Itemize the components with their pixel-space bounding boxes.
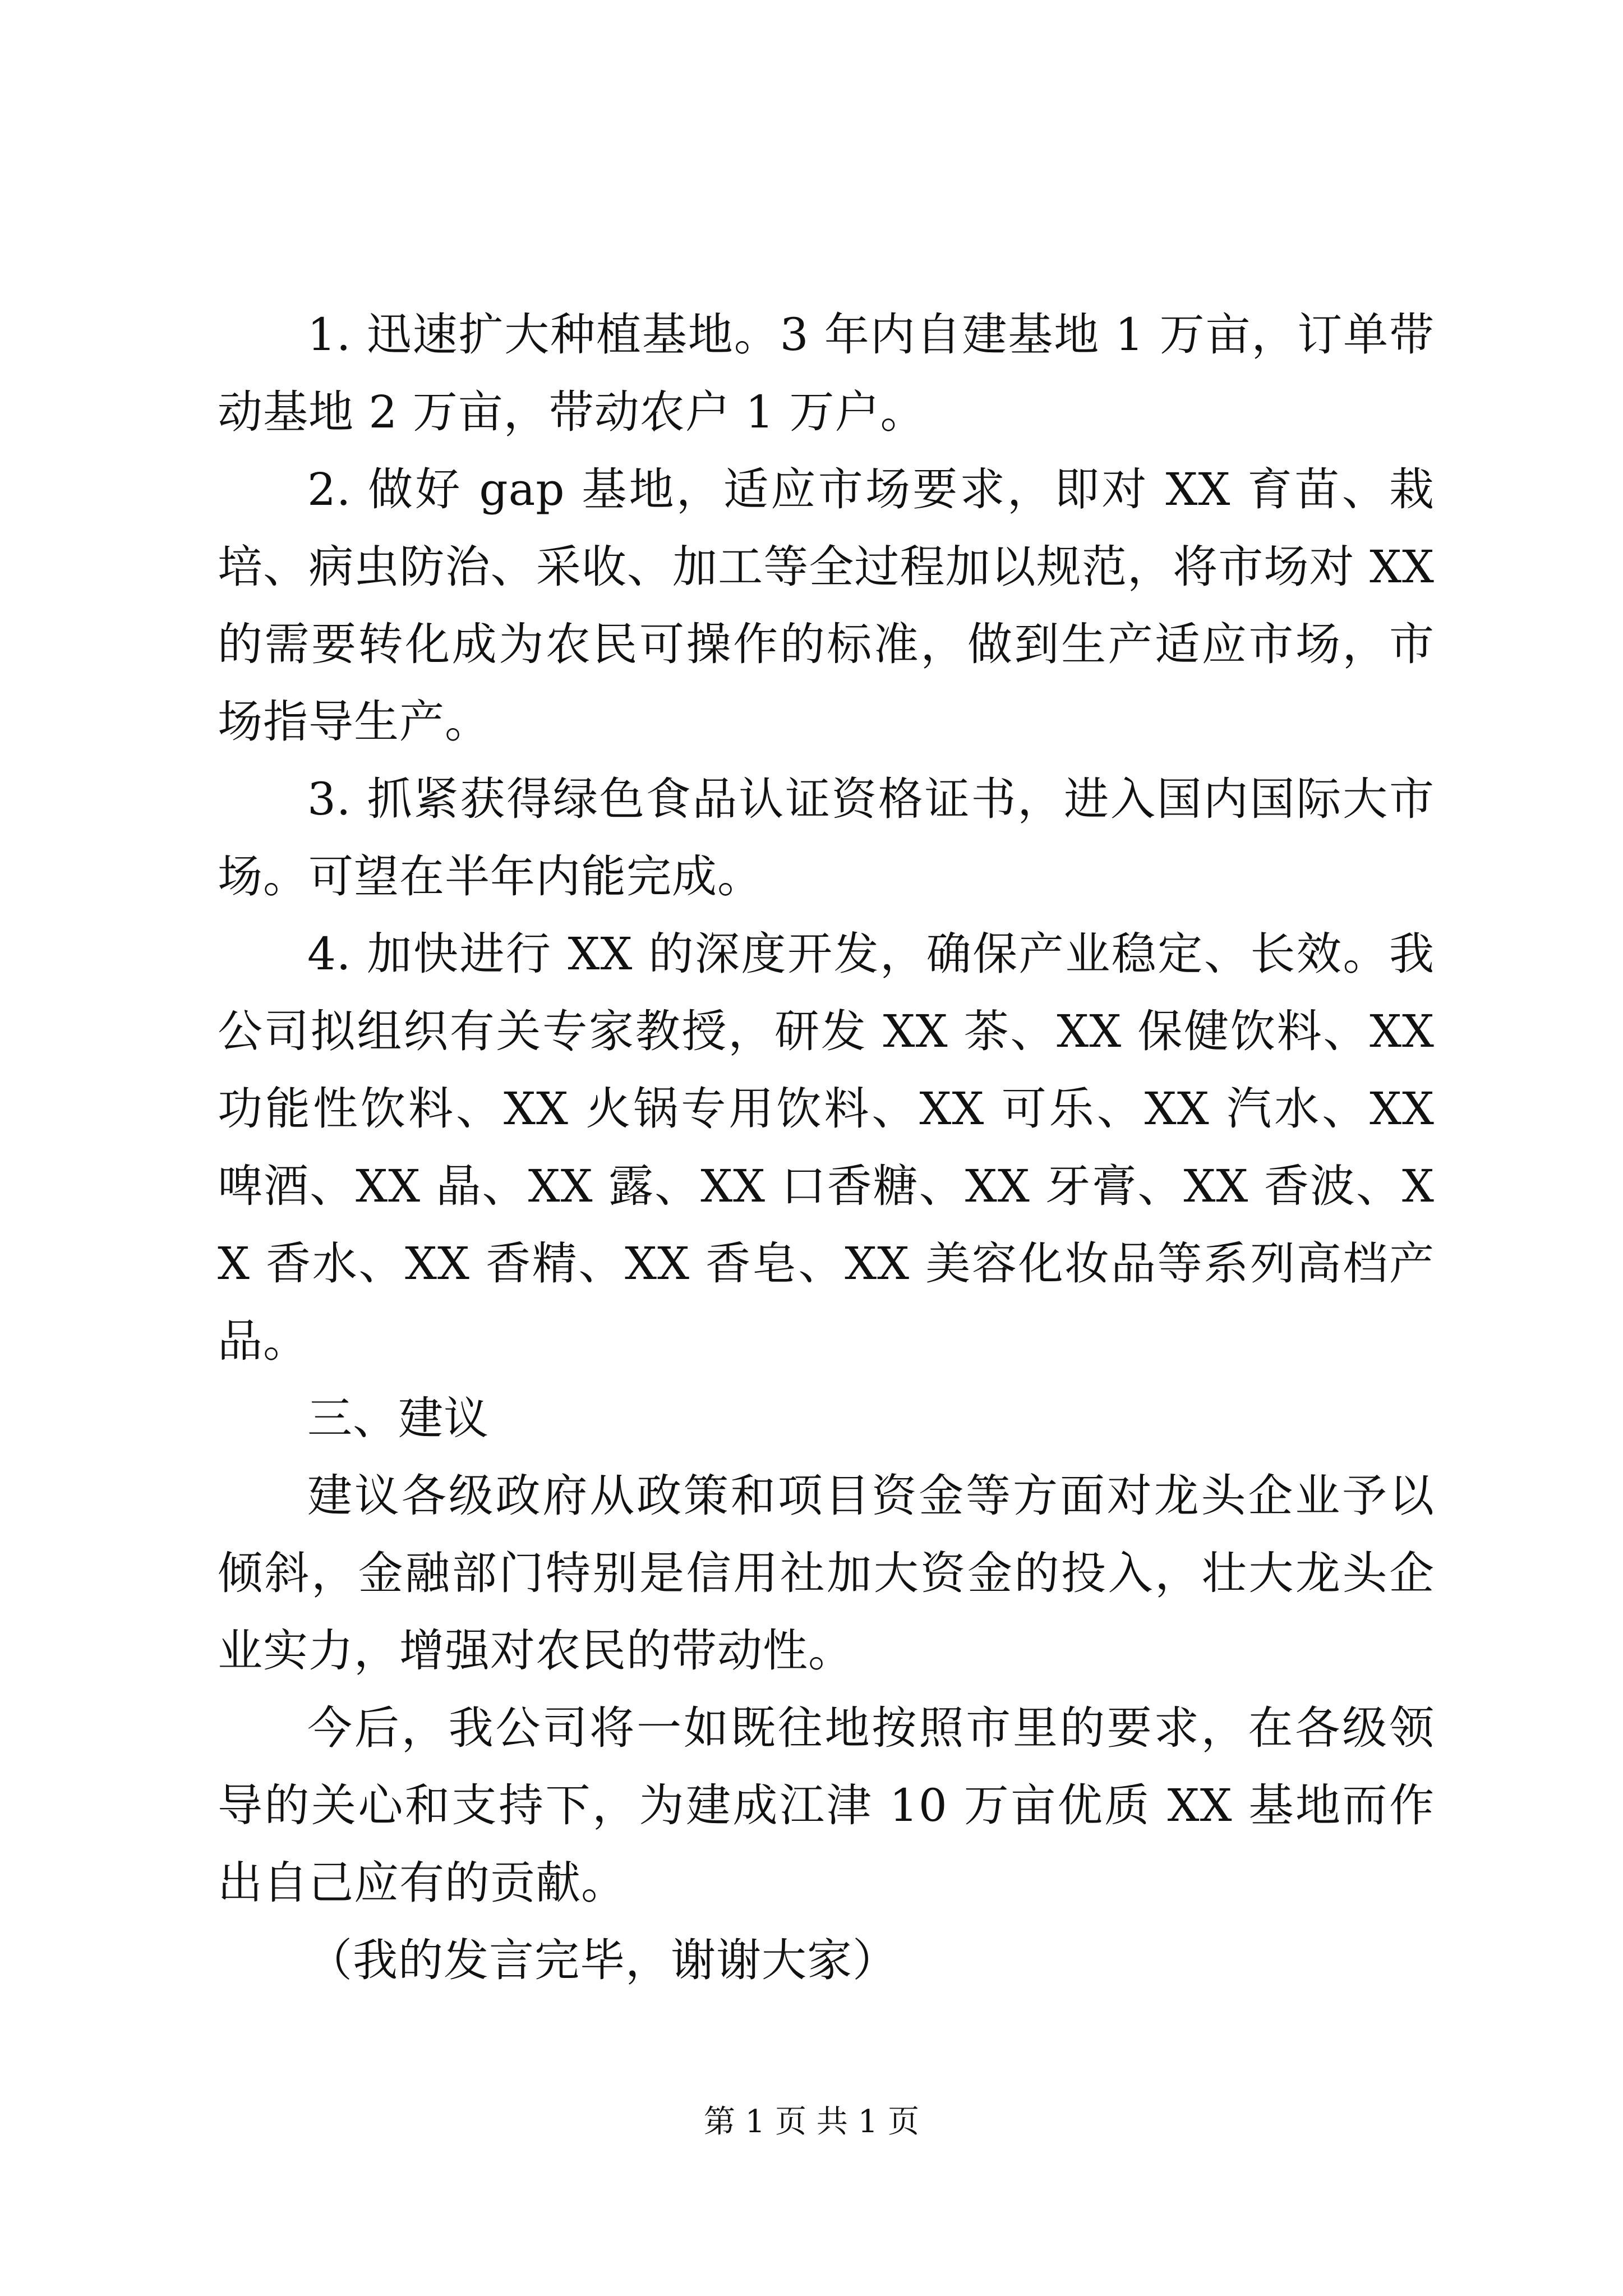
paragraph-item-3: 3. 抓紧获得绿色食品认证资格证书，进入国内国际大市场。可望在半年内能完成。 xyxy=(218,773,1435,903)
suggestion-paragraph: 建议各级政府从政策和项目资金等方面对龙头企业予以倾斜，金融部门特别是信用社加大资金的投入，壮大龙头企业实力，增强对农民的带动性。 xyxy=(218,1470,1435,1677)
section-heading: 三、建议 xyxy=(307,1392,489,1444)
paragraph-item-2: 2. 做好 gap 基地，适应市场要求，即对 XX 育苗、栽培、病虫防治、采收、加工等全过程加以规范，将市场对 XX 的需要转化成为农民可操作的标准，做到生产适应市场，市场指导生产。 xyxy=(218,463,1435,748)
page-footer: 第 1 页 共 1 页 xyxy=(703,2104,920,2140)
document-body xyxy=(218,296,1435,1999)
paragraph-item-4: 4. 加快进行 XX 的深度开发，确保产业稳定、长效。我公司拟组织有关专家教授，研发 XX 茶、XX 保健饮料、XX 功能性饮料、XX 火锅专用饮料、XX 可乐、XX 汽水、XX 啤酒、XX 晶、XX 露、XX 口香糖、XX 牙膏、XX 香波、XX 香水、XX 香精、XX 香皂、XX 美容化妆品等系列高档产品。 xyxy=(218,928,1435,1367)
conclusion-paragraph: 今后，我公司将一如既往地按照市里的要求，在各级领导的关心和支持下，为建成江津 10 万亩优质 XX 基地而作出自己应有的贡献。 xyxy=(218,1702,1435,1909)
paragraph-item-1: 1. 迅速扩大种植基地。3 年内自建基地 1 万亩，订单带动基地 2 万亩，带动农户 1 万户。 xyxy=(218,309,1435,438)
closing-remark: （我的发言完毕，谢谢大家） xyxy=(307,1934,898,1986)
